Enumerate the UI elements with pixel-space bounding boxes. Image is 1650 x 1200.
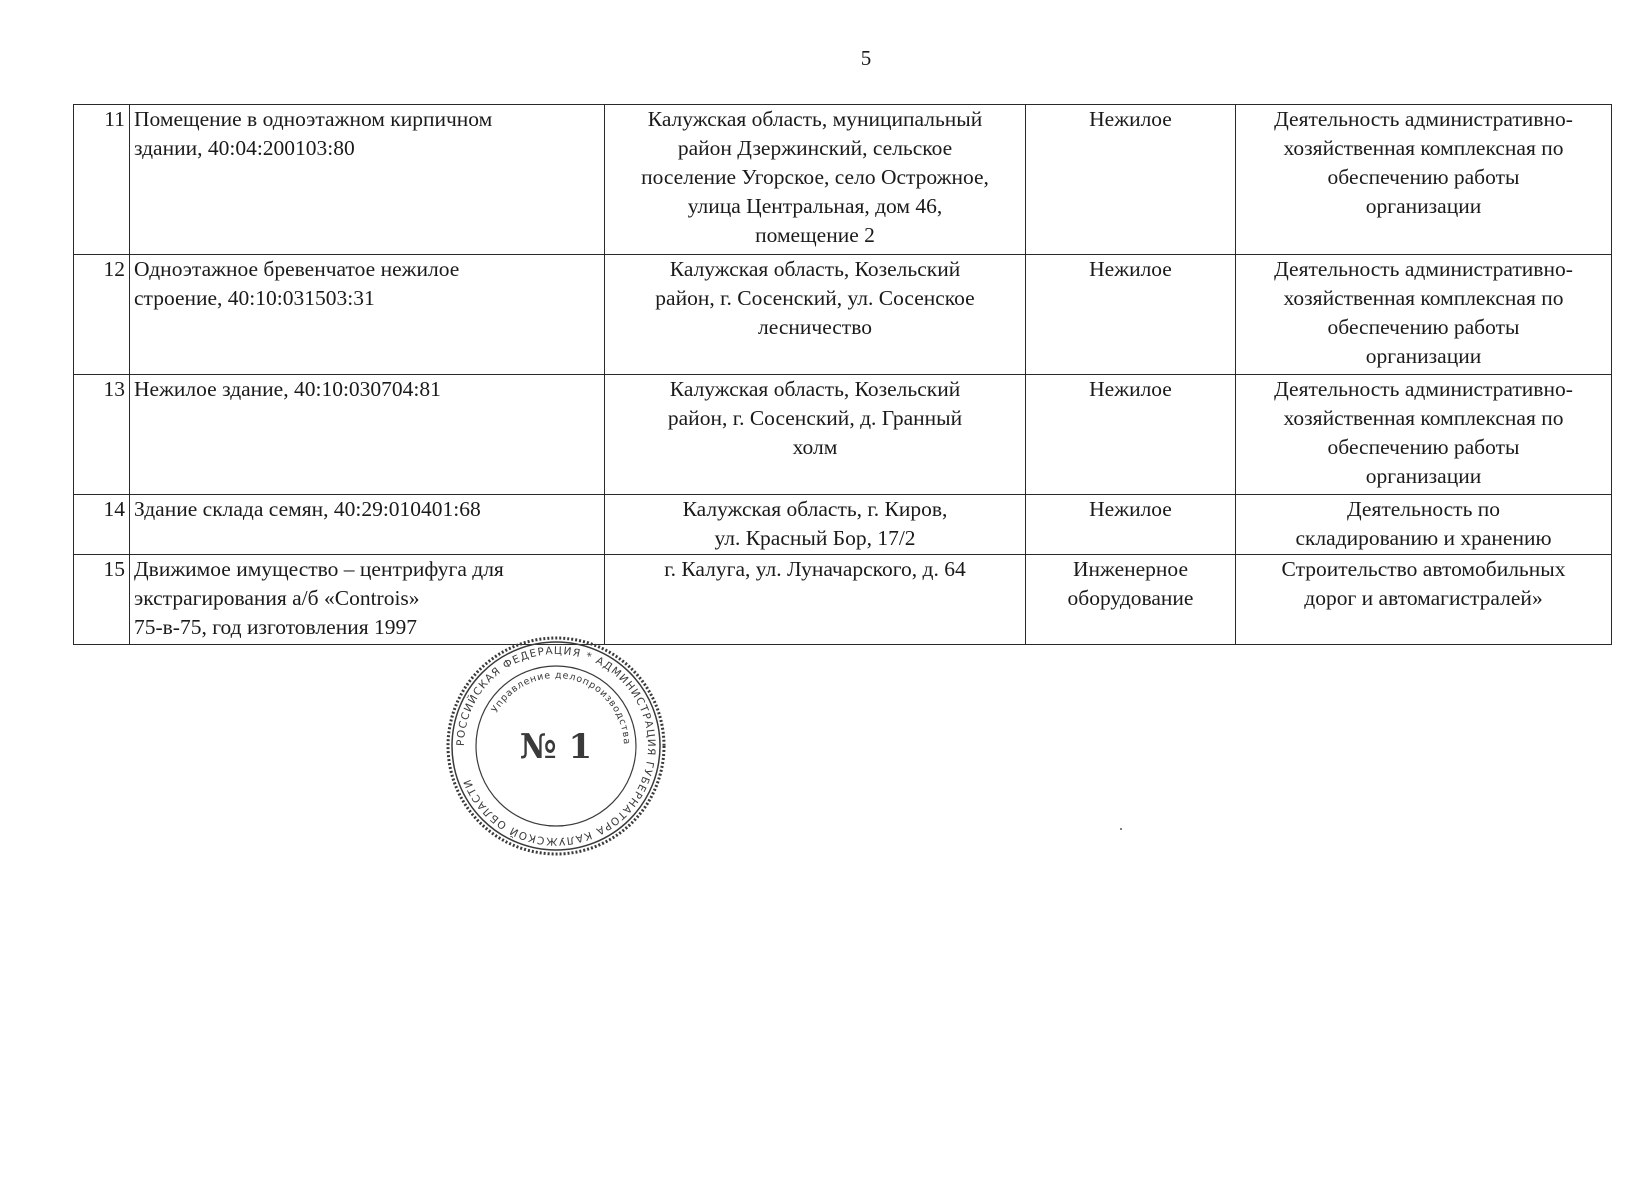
object-type-cell-line: Нежилое: [1089, 257, 1172, 281]
object-type-cell-line: Нежилое: [1089, 497, 1172, 521]
address-cell-line: помещение 2: [755, 223, 875, 247]
usage-cell-line: хозяйственная комплексная по: [1283, 406, 1564, 430]
object-name-cell-line: здании, 40:04:200103:80: [134, 136, 355, 160]
row-number-line: 11: [104, 107, 125, 131]
usage-cell-line: обеспечению работы: [1327, 435, 1520, 459]
object-type-cell-line: оборудование: [1067, 586, 1194, 610]
page-number: 5: [860, 46, 872, 70]
address-cell-line: холм: [792, 435, 838, 459]
table-row: [74, 255, 1612, 375]
object-type-cell-line: Инженерное: [1072, 557, 1188, 581]
address-cell-line: Калужская область, г. Киров,: [682, 497, 948, 521]
address-cell-line: улица Центральная, дом 46,: [687, 194, 943, 218]
usage-cell-line: Деятельность административно-: [1274, 257, 1573, 281]
object-type-cell: [1026, 105, 1236, 255]
usage-cell-line: Строительство автомобильных: [1281, 557, 1566, 581]
object-name-cell-line: Помещение в одноэтажном кирпичном: [134, 107, 493, 131]
row-number-line: 15: [103, 557, 125, 581]
object-name-cell: [130, 495, 605, 555]
usage-cell: [1236, 375, 1612, 495]
object-type-cell: [1026, 255, 1236, 375]
row-number: [74, 555, 130, 645]
row-number: [74, 495, 130, 555]
seal-inner-text: Управление делопроизводства: [489, 669, 633, 746]
object-name-cell-line: Движимое имущество – центрифуга для: [134, 557, 504, 581]
usage-cell-line: обеспечению работы: [1327, 315, 1520, 339]
usage-cell: [1236, 105, 1612, 255]
usage-cell: [1236, 255, 1612, 375]
object-name-cell-line: Нежилое здание, 40:10:030704:81: [134, 377, 441, 401]
address-cell-line: район, г. Сосенский, д. Гранный: [667, 406, 963, 430]
address-cell-line: г. Калуга, ул. Луначарского, д. 64: [664, 557, 966, 581]
seal-outer-text: РОССИЙСКАЯ ФЕДЕРАЦИЯ * АДМИНИСТРАЦИЯ ГУБЕРНАТОРА КАЛУЖСКОЙ ОБЛАСТИ: [454, 644, 658, 848]
object-type-cell: [1026, 495, 1236, 555]
usage-cell-line: хозяйственная комплексная по: [1283, 136, 1564, 160]
usage-cell-line: Деятельность административно-: [1274, 107, 1573, 131]
table-row: [74, 105, 1612, 255]
object-name-cell: [130, 255, 605, 375]
address-cell: [605, 555, 1026, 645]
object-name-cell-line: экстрагирования а/б «Controis»: [134, 586, 420, 610]
usage-cell-line: организации: [1365, 344, 1482, 368]
row-number: [74, 255, 130, 375]
usage-cell: [1236, 495, 1612, 555]
seal-center-number: № 1: [519, 727, 593, 767]
usage-cell-line: дорог и автомагистралей»: [1304, 586, 1543, 610]
object-name-cell: [130, 555, 605, 645]
row-number-line: 12: [103, 257, 125, 281]
table-row: [74, 555, 1612, 645]
usage-cell: [1236, 555, 1612, 645]
object-name-cell: [130, 105, 605, 255]
object-type-cell: [1026, 555, 1236, 645]
usage-cell-line: складированию и хранению: [1295, 526, 1552, 550]
address-cell-line: поселение Угорское, село Острожное,: [641, 165, 989, 189]
address-cell: [605, 495, 1026, 555]
row-number-line: 13: [103, 377, 125, 401]
object-name-cell: [130, 375, 605, 495]
object-type-cell-line: Нежилое: [1089, 107, 1172, 131]
object-name-cell-line: строение, 40:10:031503:31: [134, 286, 375, 310]
address-cell-line: ул. Красный Бор, 17/2: [714, 526, 916, 550]
address-cell: [605, 255, 1026, 375]
scan-artifact: [1120, 828, 1122, 830]
address-cell: [605, 375, 1026, 495]
row-number: [74, 375, 130, 495]
table-row: [74, 495, 1612, 555]
object-type-cell-line: Нежилое: [1089, 377, 1172, 401]
address-cell-line: Калужская область, муниципальный: [647, 107, 983, 131]
object-name-cell-line: Одноэтажное бревенчатое нежилое: [134, 257, 460, 281]
address-cell-line: лесничество: [758, 315, 872, 339]
usage-cell-line: организации: [1365, 464, 1482, 488]
address-cell: [605, 105, 1026, 255]
object-type-cell: [1026, 375, 1236, 495]
usage-cell-line: организации: [1365, 194, 1482, 218]
usage-cell-line: Деятельность административно-: [1274, 377, 1573, 401]
official-seal: [444, 634, 668, 858]
object-name-cell-line: 75-в-75, год изготовления 1997: [134, 615, 417, 639]
address-cell-line: Калужская область, Козельский: [669, 377, 961, 401]
row-number-line: 14: [103, 497, 125, 521]
property-table: [73, 104, 1612, 645]
address-cell-line: Калужская область, Козельский: [669, 257, 961, 281]
object-name-cell-line: Здание склада семян, 40:29:010401:68: [134, 497, 481, 521]
table-row: [74, 375, 1612, 495]
address-cell-line: район, г. Сосенский, ул. Сосенское: [655, 286, 975, 310]
usage-cell-line: Деятельность по: [1347, 497, 1500, 521]
address-cell-line: район Дзержинский, сельское: [677, 136, 953, 160]
usage-cell-line: обеспечению работы: [1327, 165, 1520, 189]
usage-cell-line: хозяйственная комплексная по: [1283, 286, 1564, 310]
row-number: [74, 105, 130, 255]
